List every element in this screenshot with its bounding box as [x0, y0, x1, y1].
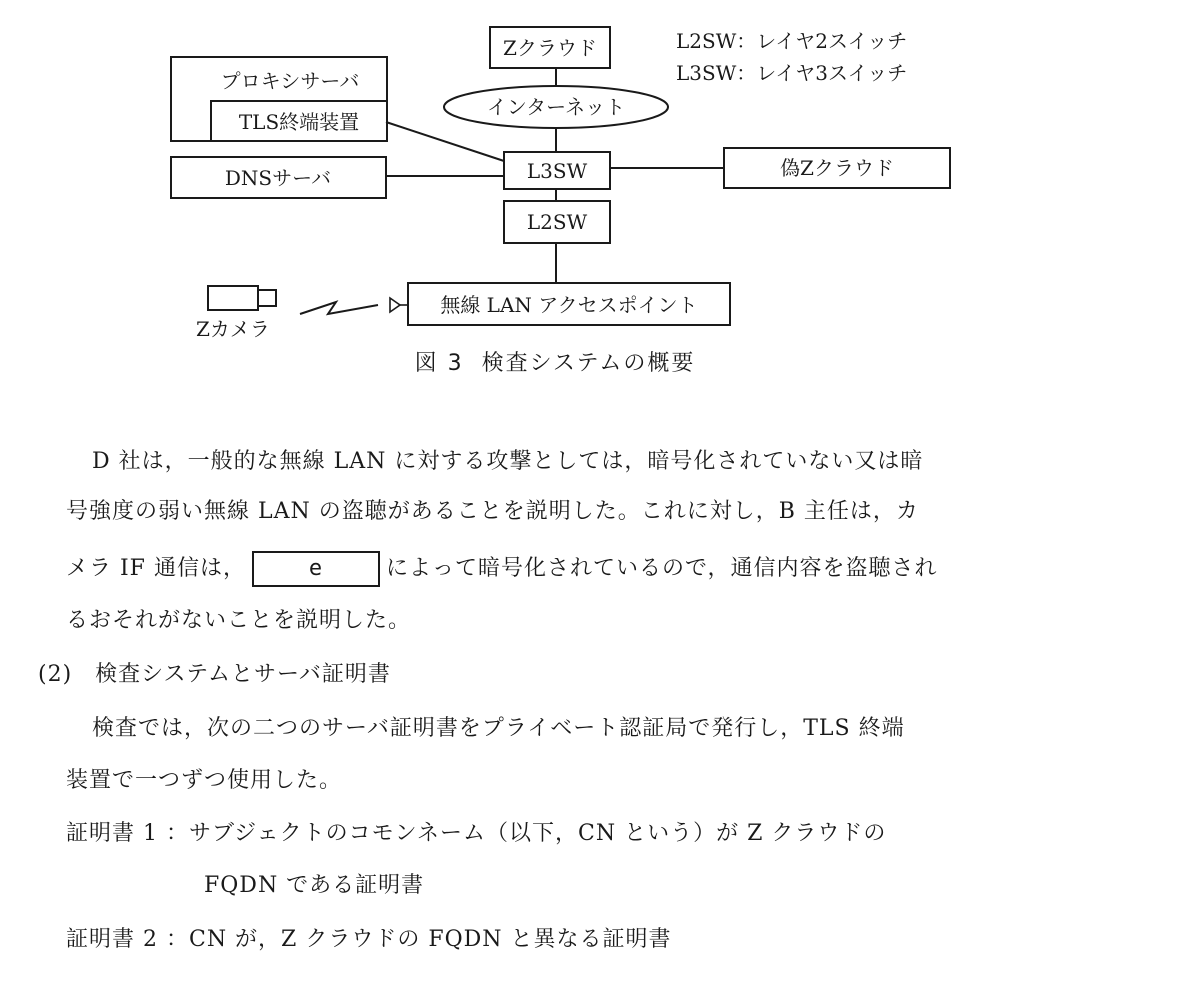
paragraph-1-line-3-after: によって暗号化されているので，通信内容を盗聴され [385, 556, 938, 581]
section-2-line-2: 装置で一つずつ使用した。 [66, 768, 343, 793]
paragraph-1-line-3 [66, 551, 938, 587]
certificate-2: 証明書 2 ：CN が，Z クラウドの FQDN と異なる証明書 [66, 927, 672, 952]
l3sw-label: L3SW [526, 159, 588, 183]
figure-title: 検査システムの概要 [481, 351, 696, 376]
paragraph-1-line-3-before: メラ IF 通信は， [66, 556, 246, 581]
wireless-ap-label: 無線 LAN アクセスポイント [440, 293, 698, 317]
dns-server-box [171, 157, 386, 198]
certificate-1-line-2: FQDN である証明書 [204, 873, 425, 898]
l2sw-label: L2SW [526, 210, 588, 234]
fake-z-cloud-box [724, 148, 950, 188]
dns-server-label: DNSサーバ [224, 166, 332, 190]
wireless-link [300, 302, 378, 314]
certificate-1-line-1: 証明書 1 ：サブジェクトのコモンネーム（以下，CN という）が Z クラウドの [66, 821, 887, 846]
figure-caption [0, 346, 1110, 377]
paragraph-1-line-1: D 社は，一般的な無線 LAN に対する攻撃としては，暗号化されていない又は暗 [92, 449, 924, 474]
paragraph-1-line-4: るおそれがないことを説明した。 [66, 608, 412, 633]
legend-l2sw: L2SW：レイヤ2スイッチ [676, 29, 908, 53]
l2sw-box [504, 201, 610, 243]
camera-icon [208, 286, 276, 310]
tls-terminator-box [211, 101, 387, 141]
legend-l3sw: L3SW：レイヤ3スイッチ [676, 61, 908, 85]
paragraph-1-line-2: 号強度の弱い無線 LAN の盗聴があることを説明した。これに対し，B 主任は，カ [66, 499, 919, 524]
section-2-heading: (2) 検査システムとサーバ証明書 [38, 662, 391, 687]
l3sw-box [504, 152, 610, 189]
proxy-server-label: プロキシサーバ [220, 69, 360, 93]
internet-label: インターネット [486, 95, 626, 119]
wireless-antenna-icon [390, 298, 408, 312]
tls-terminator-label: TLS終端装置 [238, 110, 360, 134]
section-2-line-1: 検査では，次の二つのサーバ証明書をプライベート認証局で発行し，TLS 終端 [92, 716, 905, 741]
line-tls-l3sw [386, 122, 504, 161]
network-diagram [0, 0, 1180, 345]
figure-number: 図 3 [414, 351, 464, 376]
z-camera-label: Zカメラ [196, 317, 270, 341]
z-cloud-label: Zクラウド [503, 36, 597, 60]
answer-blank-e: e [252, 551, 380, 587]
z-cloud-box [490, 27, 610, 68]
wireless-ap-box [408, 283, 730, 325]
fake-z-cloud-label: 偽Zクラウド [780, 156, 894, 180]
internet-ellipse [444, 86, 668, 128]
